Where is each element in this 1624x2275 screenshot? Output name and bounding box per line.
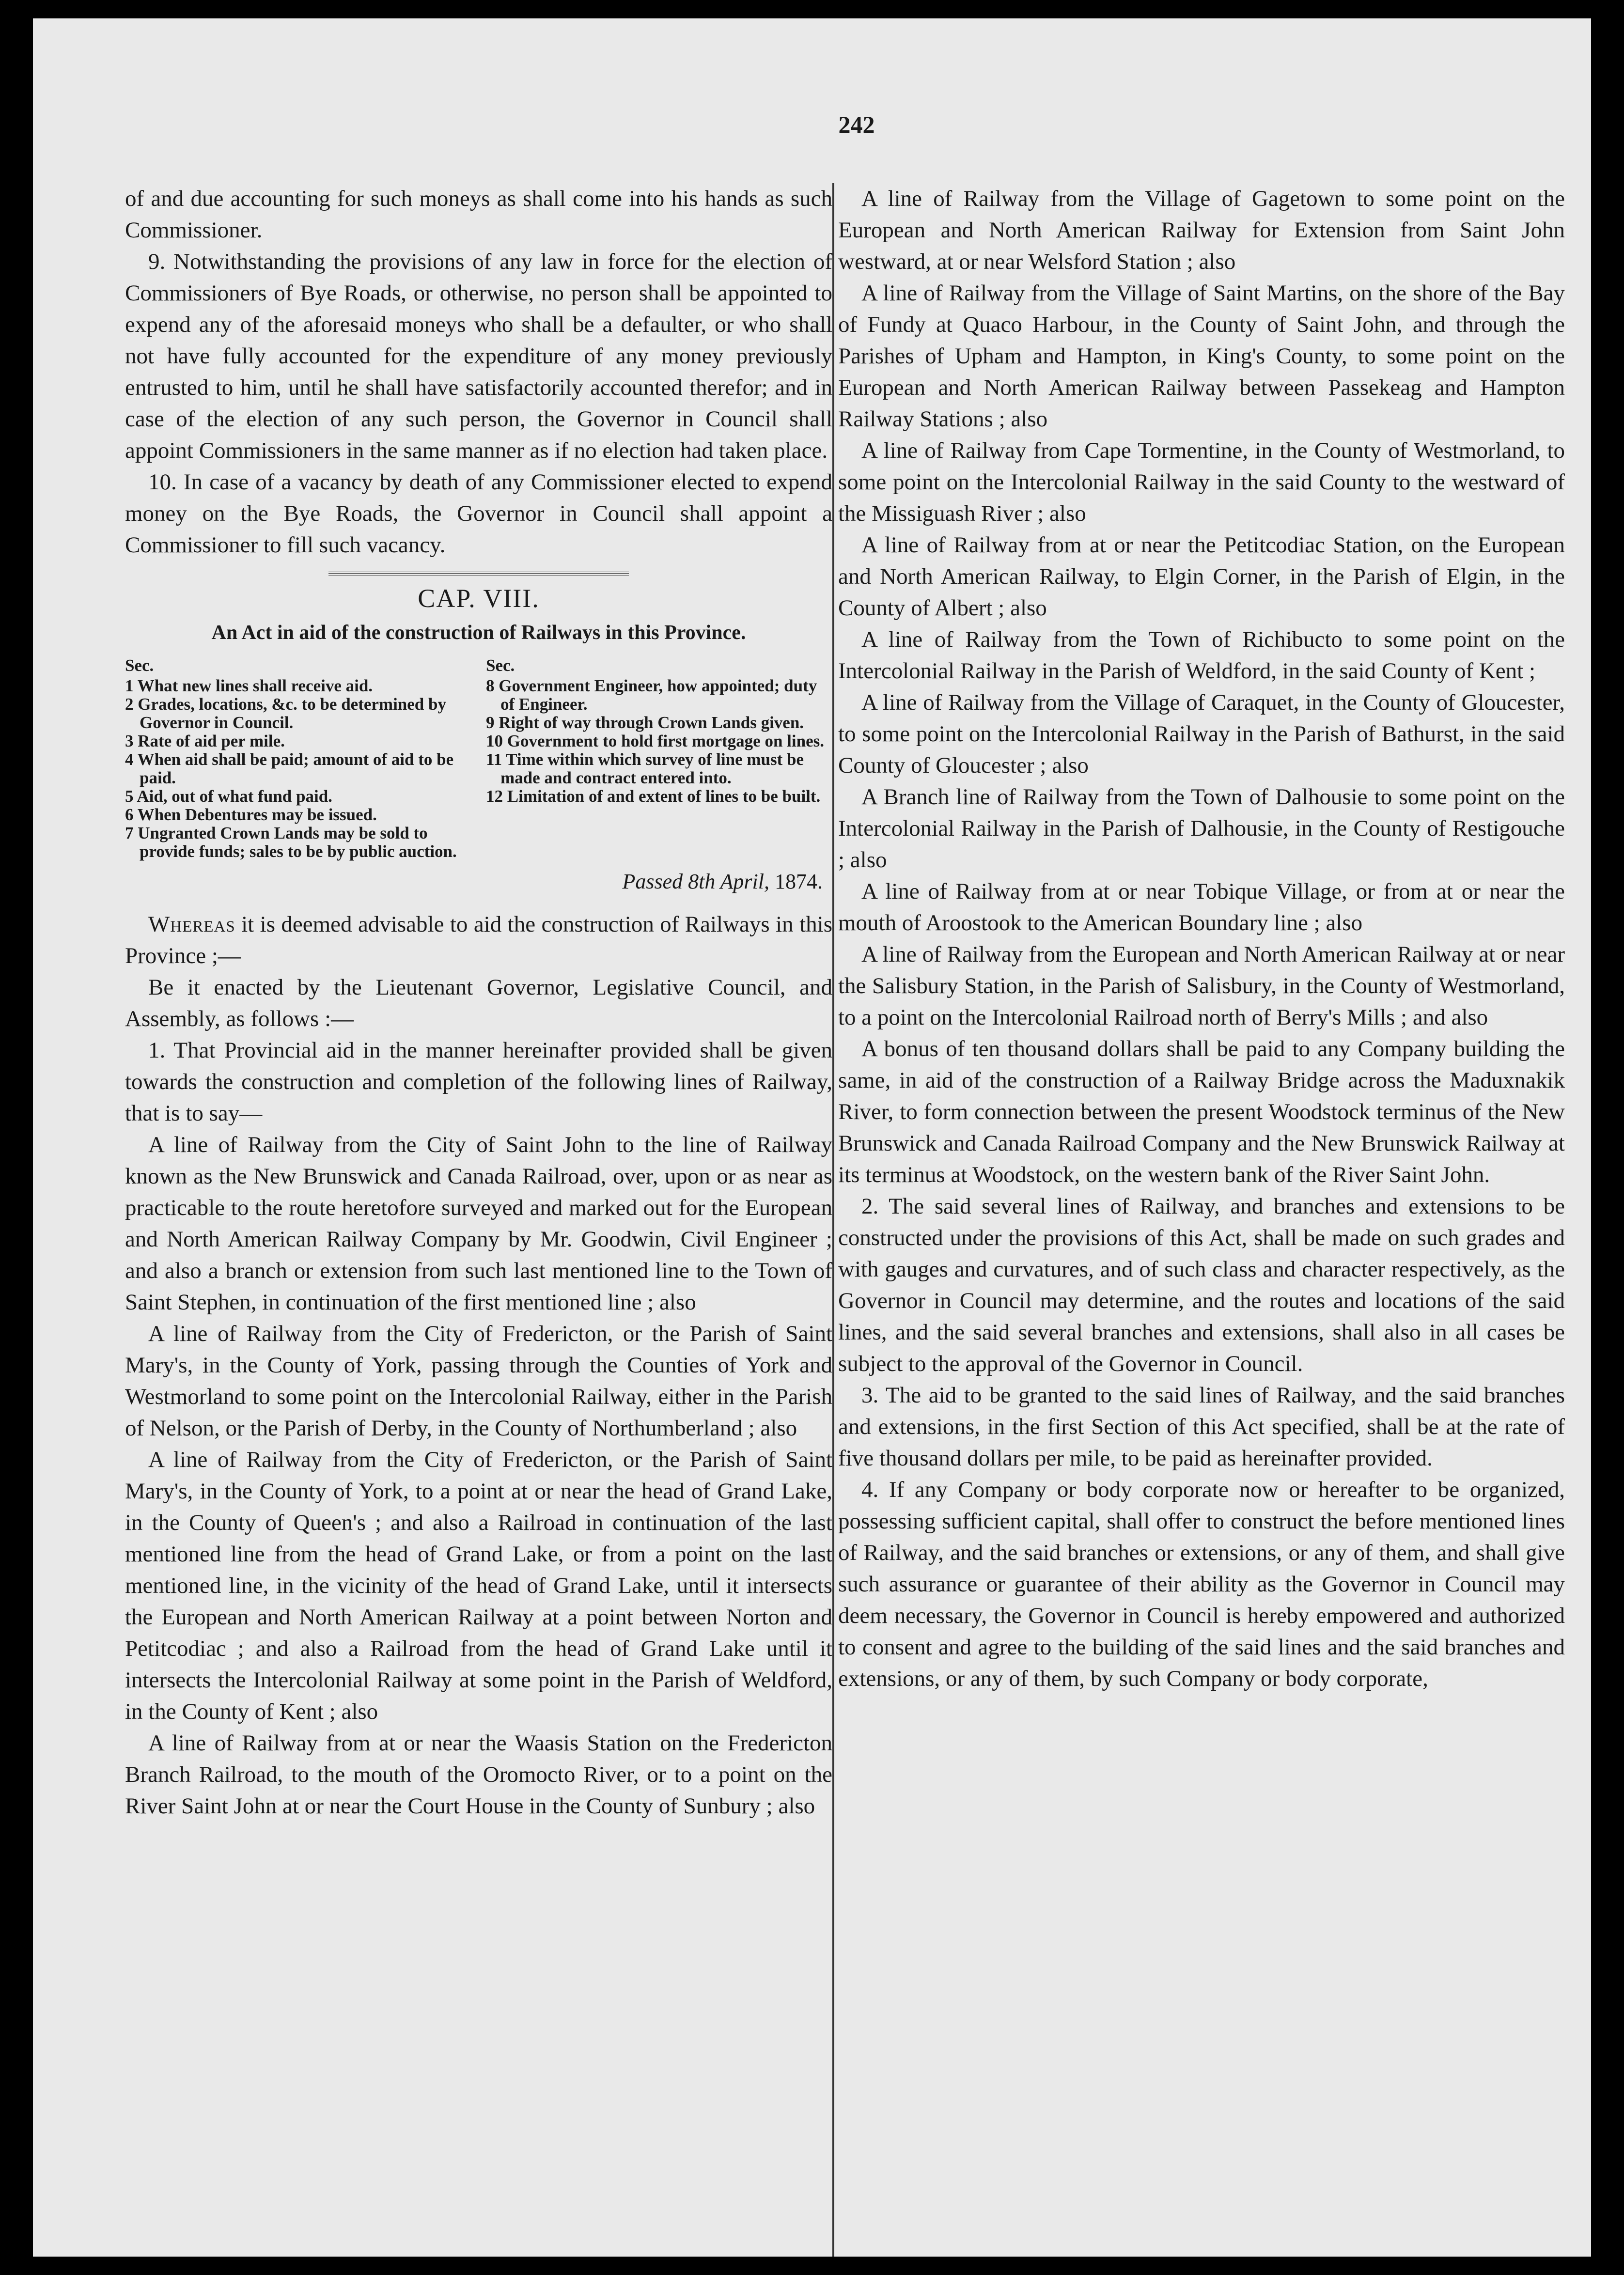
passed-year: 1874.: [775, 870, 823, 893]
toc-item: 5 Aid, out of what fund paid.: [125, 787, 332, 806]
paragraph: A line of Railway from the Village of Caraquet, in the County of Gloucester, to some point on the Intercolonial Railway in the Parish of Bathurst, in the said County of Gloucester ; also: [838, 690, 1565, 778]
paragraph: A line of Railway from the Village of Saint Martins, on the shore of the Bay of Fundy at Quaco Harbour, in the County of Saint John, and through the Parishes of Upham and Hampton, in King's County, to some point on the European and North American Railway between Passekeag and Hampton Railway Stations ; also: [838, 280, 1565, 432]
paragraph: A line of Railway from the European and North American Railway at or near the Salisbury Station, in the Parish of Salisbury, in the County of Westmorland, to a point on the Intercolonial Railroad north of Berry's Mills ; and also: [838, 942, 1565, 1030]
whereas-paragraph: [125, 909, 832, 972]
paragraph: A line of Railway from the City of Fredericton, or the Parish of Saint Mary's, in the County of York, to a point at or near the head of Grand Lake, in the County of Queen's ; and also a Railroad in continuation of the last mentioned line from the head of Grand Lake, or from a point on the last mentioned line, in the vicinity of the head of Grand Lake, until it intersects the European and North American Railway at a point between Norton and Petitcodiac ; and also a Railroad from the head of Grand Lake until it intersects the Intercolonial Railway at some point in the Parish of Weldford, in the County of Kent ; also: [125, 1447, 832, 1724]
document-page: [33, 18, 1591, 2257]
paragraph: 4. If any Company or body corporate now or hereafter to be organized, possessing sufficient capital, shall offer to construct the before mentioned lines of Railway, and the said branches or extensions, or any of them, and shall give such assurance or guarantee of their ability as the Governor in Council may deem necessary, the Governor in Council is hereby empowered and authorized to consent and agree to the building of the said lines and the said branches and extensions, or any of them, by such Company or body corporate,: [838, 1477, 1565, 1691]
paragraph: A line of Railway from the Town of Richibucto to some point on the Intercolonial Railway in the Parish of Weldford, in the said County of Kent ;: [838, 627, 1565, 684]
paragraph: A line of Railway from at or near Tobique Village, or from at or near the mouth of Aroostook to the American Boundary line ; also: [838, 879, 1565, 935]
toc-item: 2 Grades, locations, &c. to be determined by Governor in Council.: [125, 695, 446, 732]
toc-item: 10 Government to hold first mortgage on lines.: [486, 732, 824, 750]
toc-item: 12 Limitation of and extent of lines to be built.: [486, 787, 821, 806]
paragraph: A line of Railway from the City of Fredericton, or the Parish of Saint Mary's, in the County of York, passing through the Counties of York and Westmorland to some point on the Intercolonial Railway, either in the Parish of Nelson, or the Parish of Derby, in the County of Northumberland ; also: [125, 1321, 832, 1441]
passed-label: Passed 8th April,: [622, 870, 769, 893]
left-column: [125, 183, 832, 1822]
chapter-title: CAP. VIII.: [418, 584, 540, 613]
paragraph: A line of Railway from the City of Saint John to the line of Railway known as the New Brunswick and Canada Railroad, over, upon or as near as practicable to the route heretofore surveyed and marked out for the European and North American Railway Company by Mr. Goodwin, Civil Engineer ; and also a branch or extension from such last mentioned line to the Town of Saint Stephen, in continuation of the first mentioned line ; also: [125, 1132, 832, 1315]
toc-item: 1 What new lines shall receive aid.: [125, 676, 373, 695]
paragraph: 9. Notwithstanding the provisions of any law in force for the election of Commissioners of Bye Roads, or otherwise, no person shall be appointed to expend any of the aforesaid moneys who shall be a defaulter, or who shall not have fully accounted for the expenditure of any money previously entrusted to him, until he shall have satisfactorily accounted therefor; and in case of the election of any such person, the Governor in Council shall appoint Commissioners in the same manner as if no election had taken place.: [125, 249, 832, 463]
chapter-rule: [328, 572, 629, 576]
whereas-word: Whereas: [148, 912, 235, 937]
toc-item: 11 Time within which survey of line must be made and contract entered into.: [486, 750, 804, 787]
sec-header: Sec.: [125, 656, 154, 675]
toc-item: 8 Government Engineer, how appointed; duty of Engineer.: [486, 676, 817, 714]
paragraph: A line of Railway from at or near the Waasis Station on the Fredericton Branch Railroad, to the mouth of the Oromocto River, or to a point on the River Saint John at or near the Court House in the County of Sunbury ; also: [125, 1730, 832, 1819]
paragraph: 2. The said several lines of Railway, and branches and extensions to be constructed under the provisions of this Act, shall be made on such grades and with gauges and curvatures, and of such class and character respectively, as the Governor in Council may determine, and the routes and locations of the said lines, and the said several branches and extensions, shall also in all cases be subject to the approval of the Governor in Council.: [838, 1194, 1565, 1376]
paragraph: A line of Railway from Cape Tormentine, in the County of Westmorland, to some point on the Intercolonial Railway in the said County to the westward of the Missiguash River ; also: [838, 438, 1565, 526]
paragraph: A bonus of ten thousand dollars shall be paid to any Company building the same, in aid of the construction of a Railway Bridge across the Maduxnakik River, to form connection between the present Woodstock terminus of the New Brunswick and Canada Railroad Company and the New Brunswick Railway at its terminus at Woodstock, on the western bank of the River Saint John.: [838, 1036, 1565, 1187]
toc-item: 7 Ungranted Crown Lands may be sold to provide funds; sales to be by public auction.: [125, 824, 457, 861]
paragraph: 3. The aid to be granted to the said lines of Railway, and the said branches and extensions, in the first Section of this Act specified, shall be at the rate of five thousand dollars per mile, to be paid as hereinafter provided.: [838, 1383, 1565, 1471]
passed-date: [125, 866, 823, 897]
toc-item: 9 Right of way through Crown Lands given.: [486, 713, 804, 732]
paragraph: A Branch line of Railway from the Town of Dalhousie to some point on the Intercolonial Railway in the Parish of Dalhousie, in the County of Restigouche ; also: [838, 784, 1565, 873]
page-number: 242: [838, 111, 875, 138]
toc-item: 3 Rate of aid per mile.: [125, 732, 285, 750]
paragraph: 10. In case of a vacancy by death of any Commissioner elected to expend money on the Bye Roads, the Governor in Council shall appoint a Commissioner to fill such vacancy.: [125, 469, 832, 558]
section-summary: [125, 656, 832, 861]
toc-item: 6 When Debentures may be issued.: [125, 805, 377, 824]
paragraph: A line of Railway from at or near the Petitcodiac Station, on the European and North American Railway, to Elgin Corner, in the Parish of Elgin, in the County of Albert ; also: [838, 532, 1565, 621]
sec-header: Sec.: [486, 656, 515, 675]
column-divider: [832, 183, 834, 2257]
whereas-text: it is deemed advisable to aid the construction of Railways in this Province ;—: [125, 912, 832, 968]
chapter-subtitle: An Act in aid of the construction of Railways in this Province.: [211, 622, 746, 644]
toc-item: 4 When aid shall be paid; amount of aid to be paid.: [125, 750, 454, 787]
right-column: [838, 183, 1565, 1695]
paragraph: Be it enacted by the Lieutenant Governor, Legislative Council, and Assembly, as follows :—: [125, 975, 832, 1031]
paragraph: of and due accounting for such moneys as shall come into his hands as such Commissioner.: [125, 186, 832, 243]
section-summary-right: [486, 656, 832, 861]
paragraph: A line of Railway from the Village of Gagetown to some point on the European and North American Railway for Extension from Saint John westward, at or near Welsford Station ; also: [838, 186, 1565, 274]
section-summary-left: [125, 656, 471, 861]
paragraph: 1. That Provincial aid in the manner hereinafter provided shall be given towards the construction and completion of the following lines of Railway, that is to say—: [125, 1038, 832, 1126]
